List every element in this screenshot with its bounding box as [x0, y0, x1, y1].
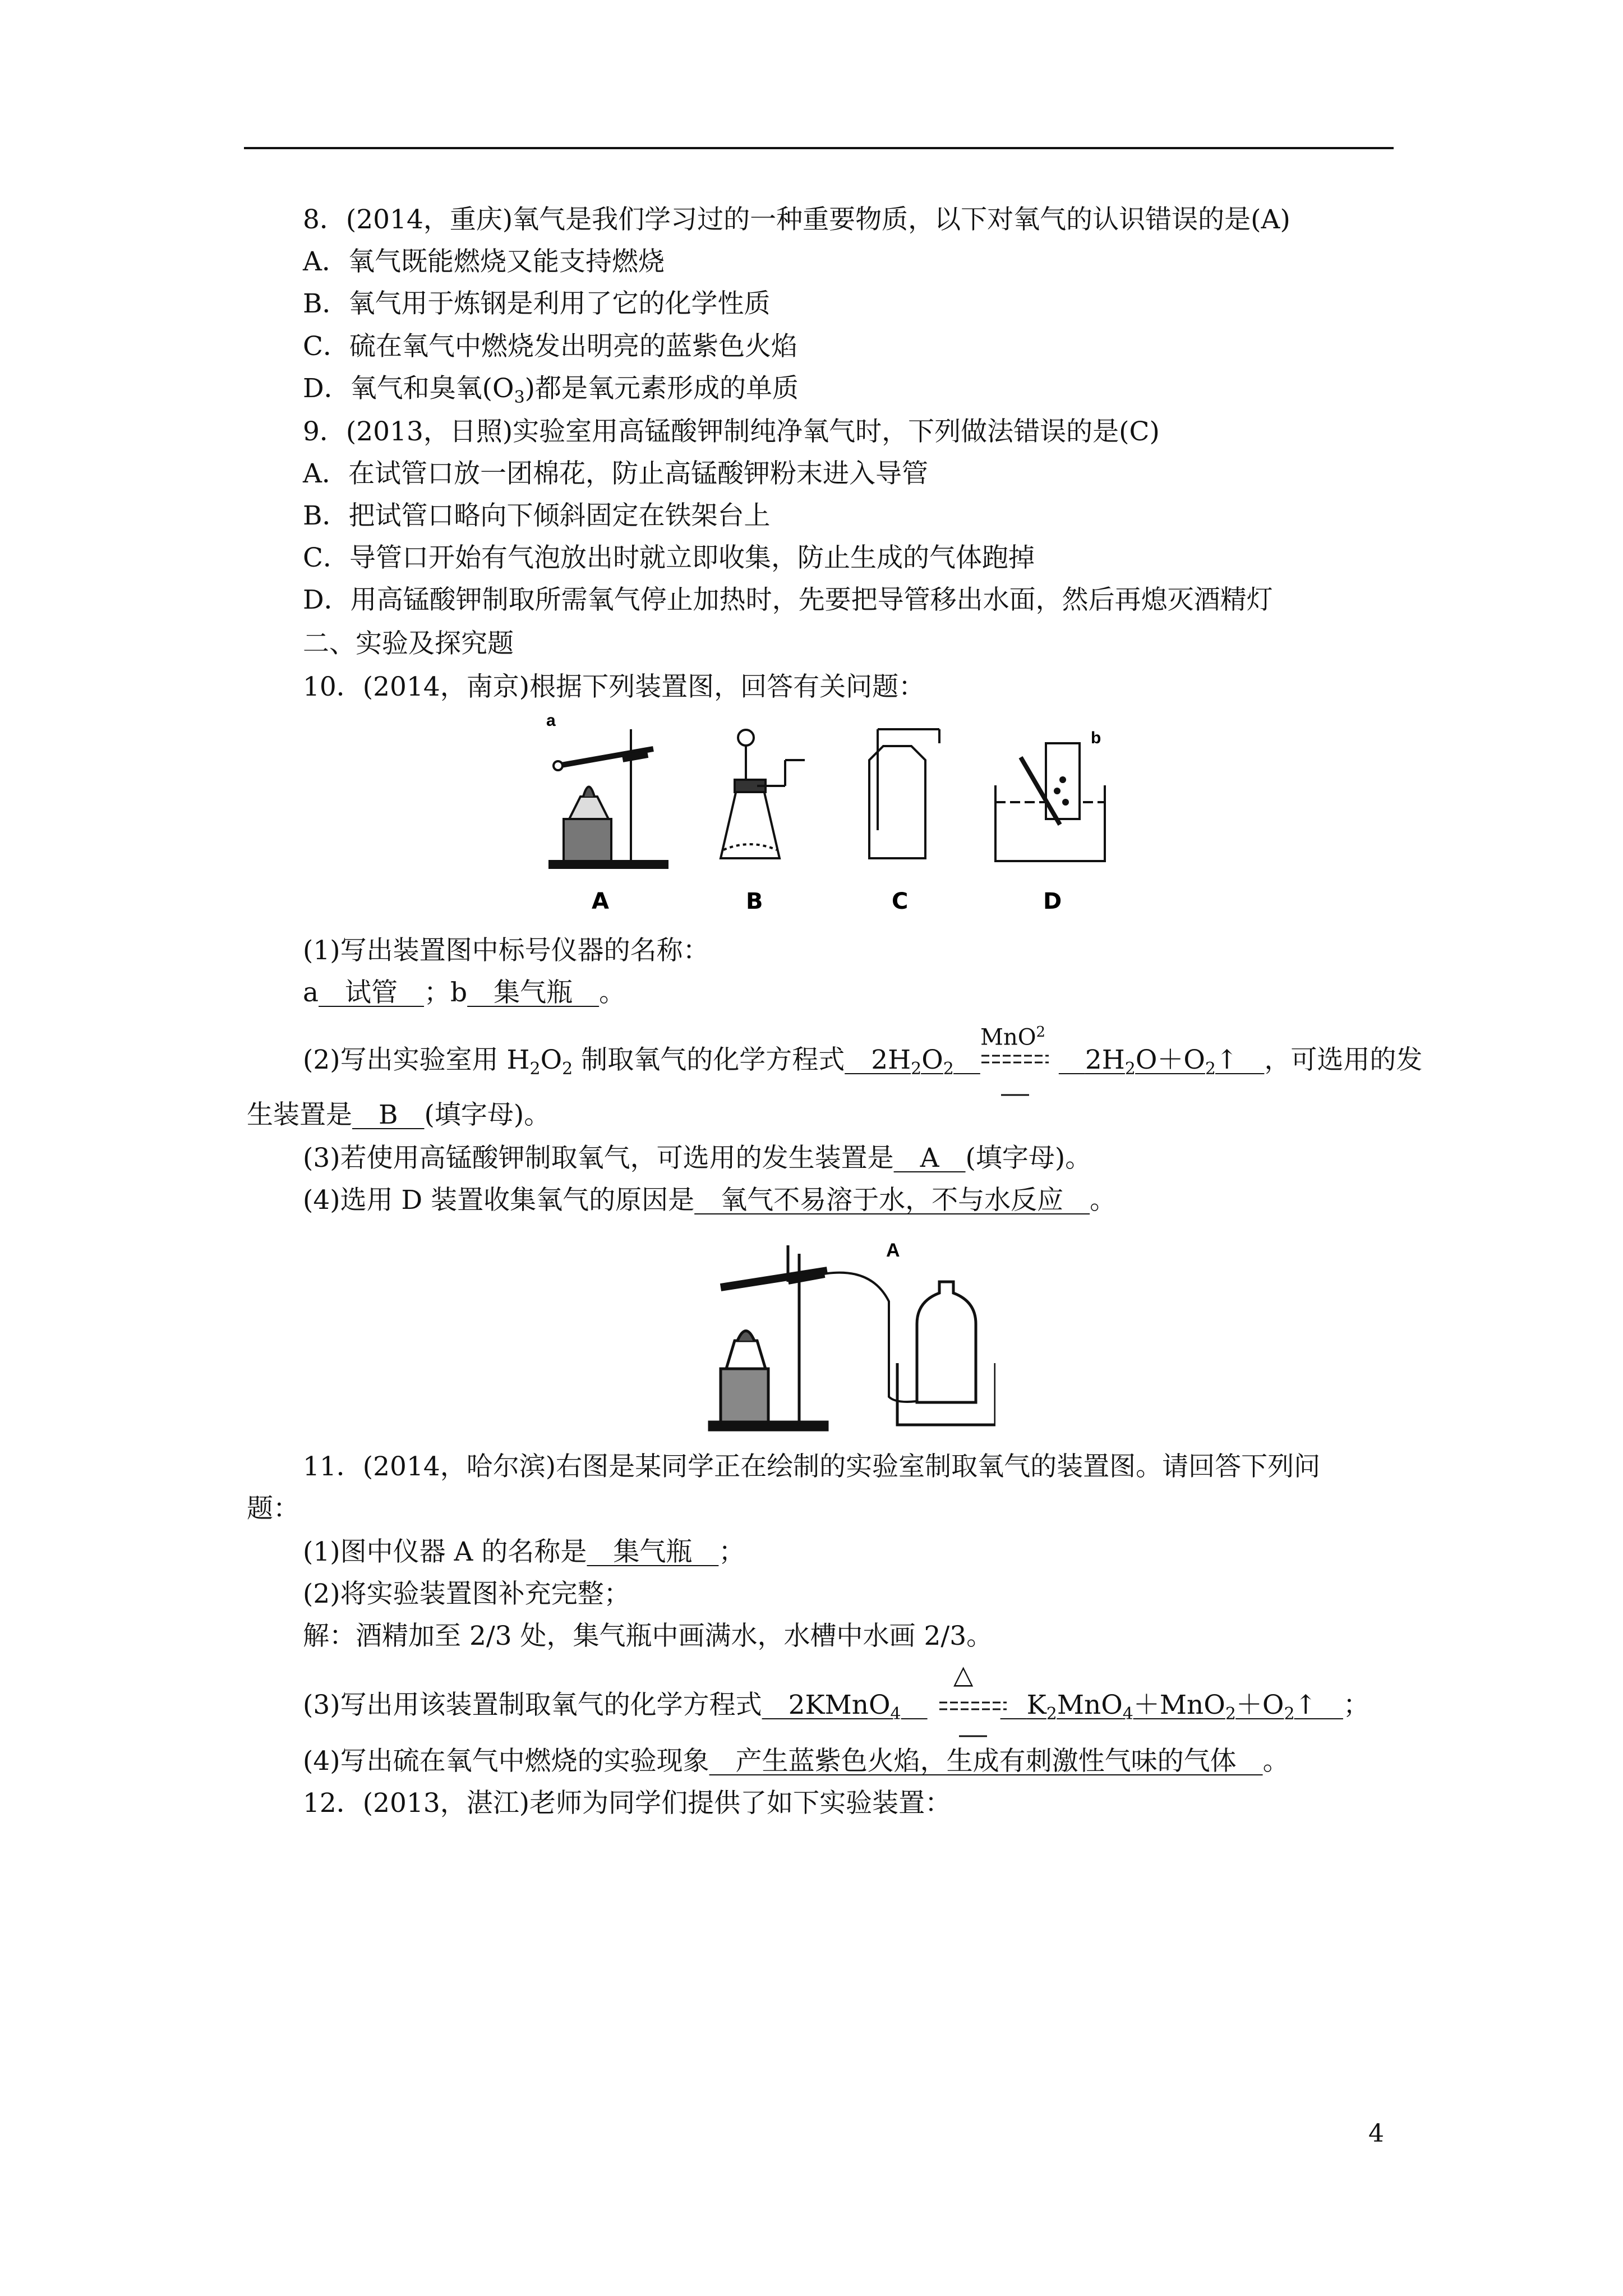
q11-stem-line2: 题：	[247, 1493, 299, 1524]
page-number: 4	[1368, 2119, 1384, 2148]
q10-part1: (1)写出装置图中标号仪器的名称：	[303, 935, 709, 966]
q11-part4: (4)写出硫在氧气中燃烧的实验现象 产生蓝紫色火焰，生成有刺激性气味的气体 。	[303, 1746, 1289, 1777]
q10-part2-line1: (2)写出实验室用 $H_2O_2$ 制取氧气的化学方程式 $2H_2O_2$ $2H_2O+O_2↑$ ，可选用的发	[303, 1045, 1423, 1079]
q10-fig-label-d: D	[1043, 889, 1062, 914]
q10-label-a-mark: a	[546, 712, 556, 730]
q10-part1-answers: a 试管 ；b 集气瓶 。	[303, 977, 626, 1008]
q11-part3: (3)写出用该装置制取氧气的化学方程式 2KMnO$_4$ $K_2MnO_4+MnO_2+O_2↑$ ；	[303, 1690, 1370, 1724]
q11-apparatus-figure	[704, 1234, 995, 1436]
q10-stem: 10．(2014，南京)根据下列装置图，回答有关问题：	[303, 671, 925, 702]
apparatus-a	[550, 729, 667, 868]
q9-option-d: D．用高锰酸钾制取所需氧气停止加热时，先要把导管移出水面，然后再熄灭酒精灯	[303, 585, 1273, 615]
q10-catalyst-label: MnO$^2$	[980, 1024, 1046, 1051]
apparatus-c	[869, 729, 939, 858]
q10-fig-label-b: B	[746, 889, 763, 914]
q9-option-b: B．把试管口略向下倾斜固定在铁架台上	[303, 500, 771, 531]
q11-heat-symbol: △	[953, 1659, 974, 1690]
q10-equals-sign	[979, 1050, 1052, 1101]
apparatus-b	[721, 730, 805, 858]
q11-equals-sign	[937, 1697, 1009, 1742]
q8-stem: 8．(2014，重庆)氧气是我们学习过的一种重要物质，以下对氧气的认识错误的是(A)	[303, 204, 1290, 235]
q10-part3: (3)若使用高锰酸钾制取氧气，可选用的发生装置是 A (填字母)。	[303, 1143, 1092, 1174]
q9-stem: 9．(2013，日照)实验室用高锰酸钾制纯净氧气时，下列做法错误的是(C)	[303, 416, 1160, 447]
q9-option-a: A．在试管口放一团棉花，防止高锰酸钾粉末进入导管	[303, 458, 928, 489]
header-rule	[244, 147, 1394, 149]
section-heading: 二、实验及探究题	[303, 628, 514, 659]
q10-part2-line2: 生装置是 B (填字母)。	[247, 1099, 551, 1130]
q10-part4: (4)选用 D 装置收集氧气的原因是 氧气不易溶于水，不与水反应 。	[303, 1185, 1117, 1216]
q11-stem-line1: 11．(2014，哈尔滨)右图是某同学正在绘制的实验室制取氧气的装置图。请回答下列问	[303, 1451, 1321, 1482]
q10-fig-label-c: C	[892, 889, 909, 914]
q10-fig-label-a: A	[592, 889, 609, 914]
q11-part2: (2)将实验装置图补充完整；	[303, 1579, 630, 1609]
q8-option-c: C．硫在氧气中燃烧发出明亮的蓝紫色火焰	[303, 331, 797, 362]
q10-apparatus-figure	[538, 712, 1144, 926]
q9-option-c: C．导管口开始有气泡放出时就立即收集，防止生成的气体跑掉	[303, 542, 1035, 573]
q11-fig-label-a: A	[886, 1240, 900, 1261]
q11-solution: 解：酒精加至 2/3 处，集气瓶中画满水，水槽中水画 2/3。	[303, 1621, 993, 1651]
q10-label-b-mark: b	[1091, 729, 1101, 747]
q11-part1: (1)图中仪器 A 的名称是 集气瓶 ；	[303, 1536, 745, 1567]
q8-option-b: B．氧气用于炼钢是利用了它的化学性质	[303, 288, 771, 319]
q8-option-a: A．氧气既能燃烧又能支持燃烧	[303, 246, 665, 277]
q12-stem: 12．(2013，湛江)老师为同学们提供了如下实验装置：	[303, 1788, 952, 1819]
apparatus-d	[995, 743, 1105, 861]
q8-option-d: D．氧气和臭氧$(O_3)$都是氧元素形成的单质	[303, 373, 799, 407]
